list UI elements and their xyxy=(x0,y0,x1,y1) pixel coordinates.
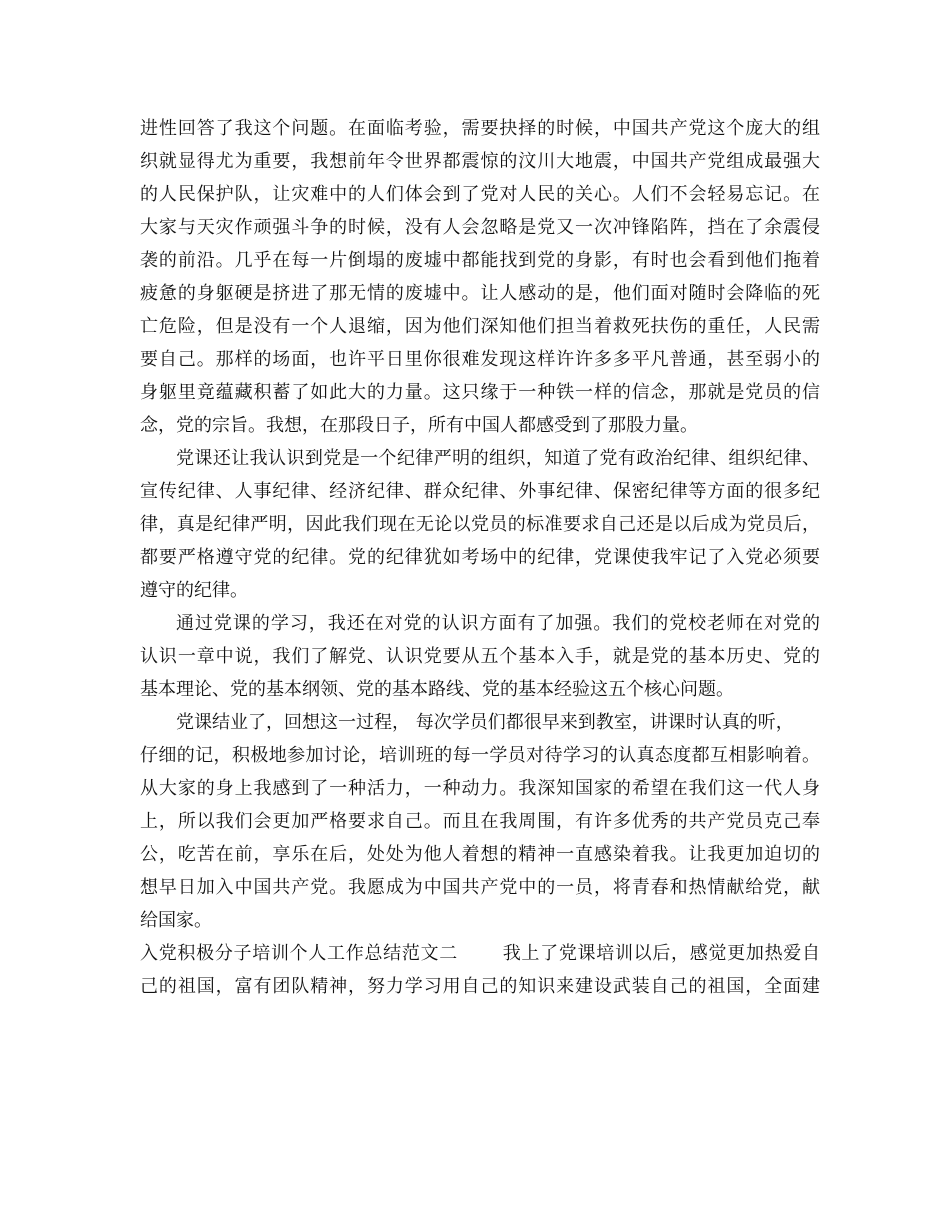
inline-text: 我上了党课培训以后，感觉更加热爱自 xyxy=(502,943,820,964)
text-line: 上，所以我们会更加严格要求自己。而且在我周围，有许多优秀的共产党员克己奉 xyxy=(140,811,820,832)
text-line: 要自己。那样的场面，也许平日里你很难发现这样许许多多平凡普通，甚至弱小的 xyxy=(140,349,820,370)
text-line: 给国家。 xyxy=(140,910,212,931)
paragraph-1 xyxy=(140,112,820,442)
text-line: 亡危险，但是没有一个人退缩，因为他们深知他们担当着救死扶伤的重任，人民需 xyxy=(140,316,820,337)
text-line: 念，党的宗旨。我想，在那段日子，所有中国人都感受到了那股力量。 xyxy=(140,415,698,436)
text-line: 身躯里竟蕴藏积蓄了如此大的力量。这只缘于一种铁一样的信念，那就是党员的信 xyxy=(140,382,820,403)
text-line: 党课结业了，回想这一过程， 每次学员们都很早来到教室，讲课时认真的听， xyxy=(176,712,794,733)
text-line: 从大家的身上我感到了一种活力，一种动力。我深知国家的希望在我们这一代人身 xyxy=(140,778,820,799)
text-line: 袭的前沿。几乎在每一片倒塌的废墟中都能找到党的身影，有时也会看到他们拖着 xyxy=(140,250,820,271)
paragraph-3 xyxy=(140,607,820,706)
text-line: 基本理论、党的基本纲领、党的基本路线、党的基本经验这五个核心问题。 xyxy=(140,679,734,700)
text-line: 仔细的记，积极地参加讨论，培训班的每一学员对待学习的认真态度都互相影响着。 xyxy=(140,745,820,766)
text-line: 党课还让我认识到党是一个纪律严明的组织，知道了党有政治纪律、组织纪律、 xyxy=(176,448,820,469)
text-line: 宣传纪律、人事纪律、经济纪律、群众纪律、外事纪律、保密纪律等方面的很多纪 xyxy=(140,481,820,502)
paragraph-4 xyxy=(140,706,820,937)
text-line: 进性回答了我这个问题。在面临考验，需要抉择的时候，中国共产党这个庞大的组 xyxy=(140,118,820,139)
text-line: 大家与天灾作顽强斗争的时候，没有人会忽略是党又一次冲锋陷阵，挡在了余震侵 xyxy=(140,217,820,238)
text-line: 己的祖国，富有团队精神，努力学习用自己的知识来建设武装自己的祖国，全面建 xyxy=(140,976,820,997)
text-line: 律，真是纪律严明，因此我们现在无论以党员的标准要求自己还是以后成为党员后， xyxy=(140,514,820,535)
text-line: 织就显得尤为重要，我想前年令世界都震惊的汶川大地震，中国共产党组成最强大 xyxy=(140,151,820,172)
document-body xyxy=(140,112,820,1003)
text-line: 遵守的纪律。 xyxy=(140,580,248,601)
text-line: 通过党课的学习，我还在对党的认识方面有了加强。我们的党校老师在对党的 xyxy=(176,613,820,634)
text-line xyxy=(140,937,820,970)
paragraph-5 xyxy=(140,937,820,1003)
text-line: 想早日加入中国共产党。我愿成为中国共产党中的一员，将青春和热情献给党，献 xyxy=(140,877,820,898)
section-heading: 入党积极分子培训个人工作总结范文二 xyxy=(140,943,458,964)
text-line: 都要严格遵守党的纪律。党的纪律犹如考场中的纪律，党课使我牢记了入党必须要 xyxy=(140,547,820,568)
text-line: 的人民保护队，让灾难中的人们体会到了党对人民的关心。人们不会轻易忘记。在 xyxy=(140,184,820,205)
text-line: 认识一章中说，我们了解党、认识党要从五个基本入手，就是党的基本历史、党的 xyxy=(140,646,820,667)
text-line: 公，吃苦在前，享乐在后，处处为他人着想的精神一直感染着我。让我更加迫切的 xyxy=(140,844,820,865)
paragraph-2 xyxy=(140,442,820,607)
text-line: 疲惫的身躯硬是挤进了那无情的废墟中。让人感动的是，他们面对随时会降临的死 xyxy=(140,283,820,304)
